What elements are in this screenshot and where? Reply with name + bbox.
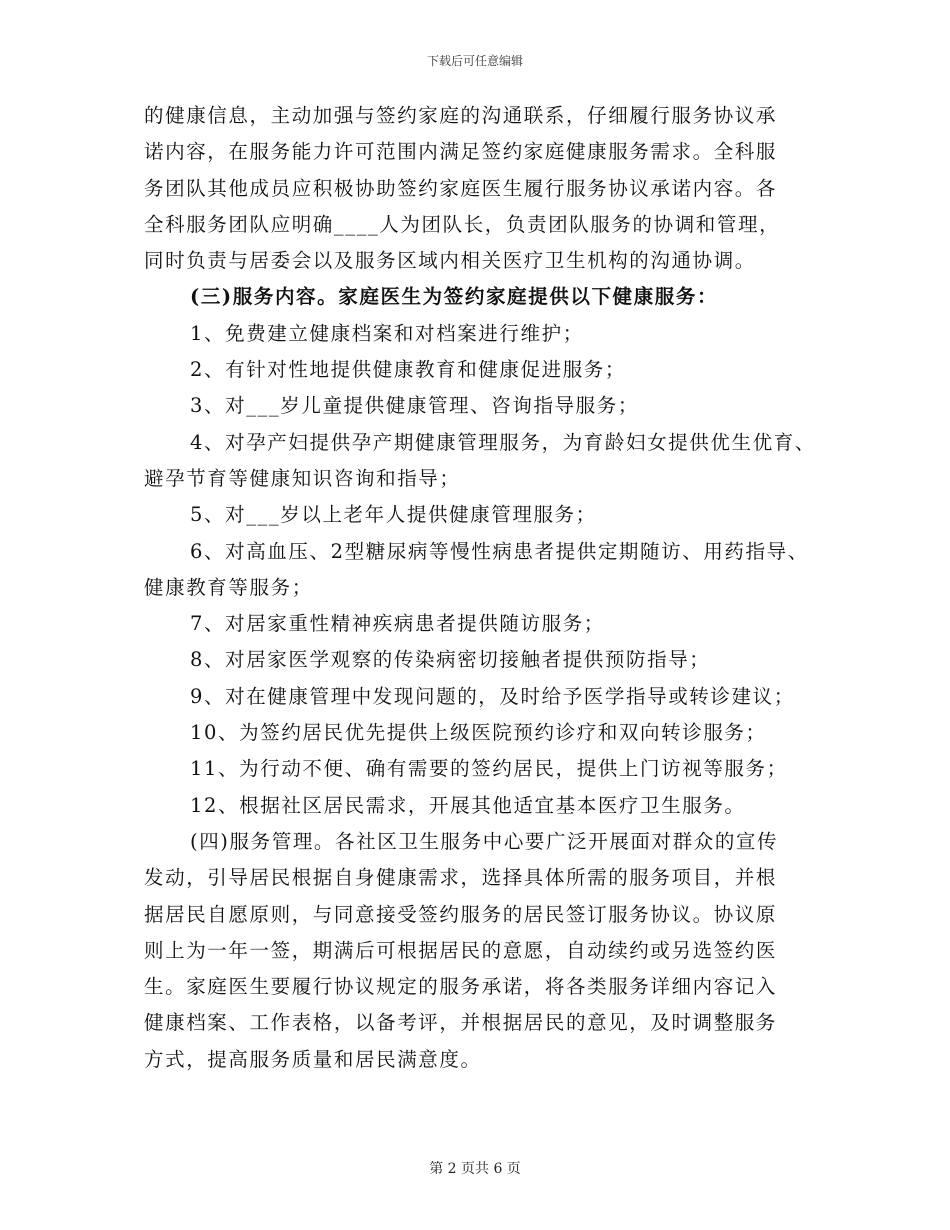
page-header: 下载后可任意编辑 — [426, 54, 523, 68]
text-line: 健康档案、工作表格，以备考评，并根据居民的意见，及时调整服务 — [144, 1011, 778, 1035]
list-item: 8、对居家医学观察的传染病密切接触者提供预防指导； — [190, 648, 711, 672]
list-item: 7、对居家重性精神疾病患者提供随访服务； — [190, 612, 605, 636]
list-item: 3、对___岁儿童提供健康管理、咨询指导服务； — [190, 394, 639, 418]
list-item: 2、有针对性地提供健康教育和健康促进服务； — [190, 358, 627, 382]
section-heading: (三)服务内容。家庭医生为签约家庭提供以下健康服务： — [190, 285, 719, 309]
text-line: 的健康信息，主动加强与签约家庭的沟通联系，仔细履行服务协议承 — [144, 104, 778, 127]
text-line: 健康教育等服务； — [144, 575, 313, 599]
text-line: 生。家庭医生要履行协议规定的服务承诺，将各类服务详细内容记入 — [144, 975, 778, 999]
text-line: 据居民自愿原则，与同意接受签约服务的居民签订服务协议。协议原 — [144, 902, 778, 926]
list-item: 9、对在健康管理中发现问题的，及时给予医学指导或转诊建议； — [190, 684, 795, 708]
list-item: 11、为行动不便、确有需要的签约居民，提供上门访视等服务； — [190, 757, 788, 781]
list-item: 6、对高血压、2型糖尿病等慢性病患者提供定期随访、用药指导、 — [190, 539, 809, 563]
section-heading: (四)服务管理。各社区卫生服务中心要广泛开展面对群众的宣传 — [190, 829, 779, 853]
text-line: 全科服务团队应明确____人为团队长，负责团队服务的协调和管理， — [144, 212, 781, 236]
page-footer: 第 2 页共 6 页 — [429, 1161, 521, 1177]
text-line: 则上为一年一签，期满后可根据居民的意愿，自动续约或另选签约医 — [144, 938, 778, 962]
list-item: 12、根据社区居民需求，开展其他适宜基本医疗卫生服务。 — [190, 793, 746, 817]
text-line: 务团队其他成员应积极协助签约家庭医生履行服务协议承诺内容。各 — [144, 176, 778, 200]
list-item: 5、对___岁以上老年人提供健康管理服务； — [190, 503, 597, 527]
text-line: 同时负责与居委会以及服务区域内相关医疗卫生机构的沟通协调。 — [144, 249, 756, 273]
text-line: 发动，引导居民根据自身健康需求，选择具体所需的服务项目，并根 — [144, 866, 778, 890]
list-item: 1、免费建立健康档案和对档案进行维护； — [190, 321, 584, 345]
text-line: 避孕节育等健康知识咨询和指导； — [144, 466, 461, 490]
text-line: 方式，提高服务质量和居民满意度。 — [144, 1047, 482, 1071]
document-body — [144, 98, 816, 1078]
text-line: 诺内容，在服务能力许可范围内满足签约家庭健康服务需求。全科服 — [144, 140, 778, 164]
list-item: 10、为签约居民优先提供上级医院预约诊疗和双向转诊服务； — [190, 721, 767, 745]
list-item: 4、对孕产妇提供孕产期健康管理服务，为育龄妇女提供优生优育、 — [190, 430, 816, 454]
